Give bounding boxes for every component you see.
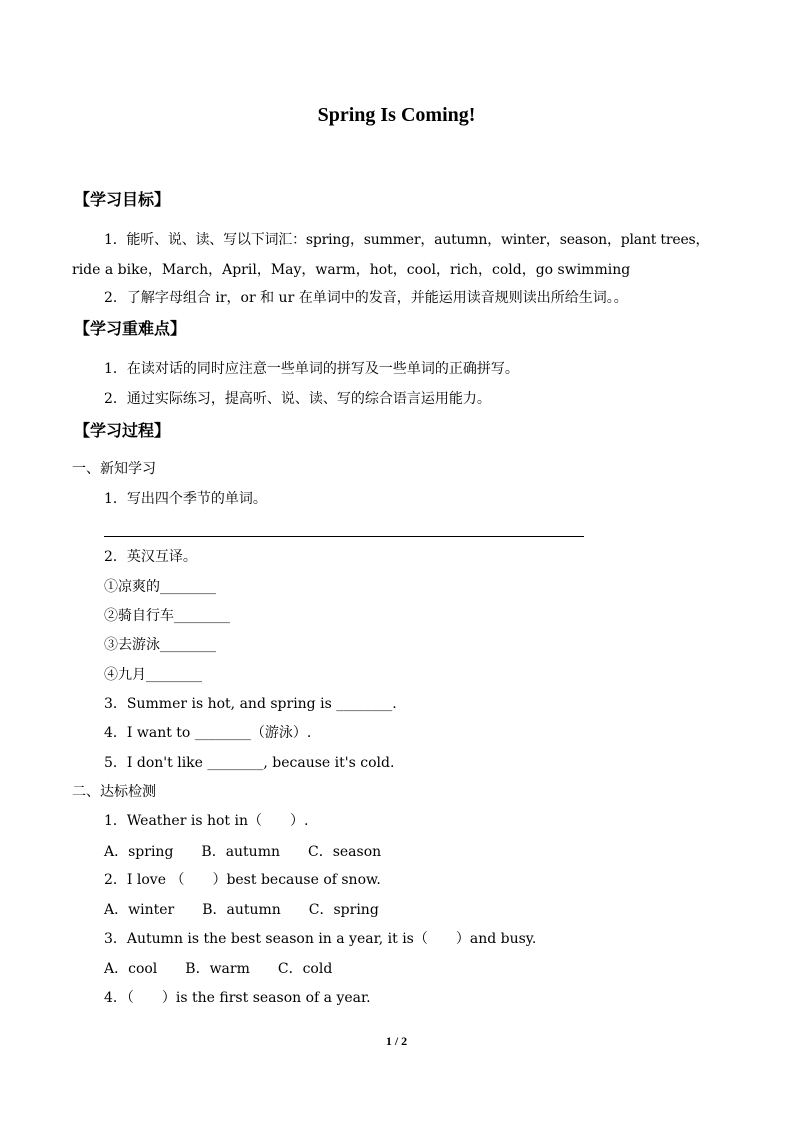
section-heading-process: 【学习过程】 — [74, 421, 171, 440]
part1-q1: 1．写出四个季节的单词。 — [104, 491, 267, 507]
goals-item-1-line-2: ride a bike，March，April，May，warm，hot，cool，rich，cold，go swimming — [72, 262, 631, 278]
part1-q2-item-2: ②骑自行车________ — [104, 608, 230, 624]
section-heading-key-points: 【学习重难点】 — [74, 319, 187, 338]
part1-q5: 5．I don't like ________, because it's cold. — [104, 755, 395, 771]
part1-q2: 2．英汉互译。 — [104, 549, 197, 565]
part2-q2: 2．I love （ ）best because of snow. — [104, 872, 381, 888]
part1-q2-item-3: ③去游泳________ — [104, 637, 216, 653]
answer-blank-line — [104, 536, 584, 537]
key-points-item-1: 1．在读对话的同时应注意一些单词的拼写及一些单词的正确拼写。 — [104, 361, 519, 377]
part2-q4: 4．（ ）is the first season of a year. — [104, 990, 371, 1006]
part2-q1: 1．Weather is hot in（ ）. — [104, 813, 309, 829]
page-number: 1 / 2 — [385, 1034, 408, 1048]
part2-q2-options: A．winter B．autumn C．spring — [104, 902, 379, 918]
document-title: Spring Is Coming! — [317, 104, 476, 126]
part1-q2-item-1: ①凉爽的________ — [104, 579, 216, 595]
goals-item-2: 2．了解字母组合 ir，or 和 ur 在单词中的发音，并能运用读音规则读出所给生词。。 — [104, 290, 628, 306]
part1-q3: 3．Summer is hot, and spring is ________. — [104, 696, 397, 712]
part1-q2-item-4: ④九月________ — [104, 667, 202, 683]
goals-item-1-line-1: 1．能听、说、读、写以下词汇：spring，summer，autumn，winter，season，plant trees， — [104, 232, 710, 248]
section-heading-goals: 【学习目标】 — [74, 190, 171, 209]
part2-q1-options: A．spring B．autumn C．season — [104, 844, 382, 860]
part2-q3-options: A．cool B．warm C．cold — [104, 961, 333, 977]
part1-q4: 4．I want to ________（游泳）. — [104, 725, 312, 741]
part1-title: 一、新知学习 — [72, 461, 156, 477]
key-points-item-2: 2．通过实际练习，提高听、说、读、写的综合语言运用能力。 — [104, 391, 491, 407]
part2-q3: 3．Autumn is the best season in a year, it is（ ）and busy. — [104, 931, 537, 947]
part2-title: 二、达标检测 — [72, 784, 156, 800]
